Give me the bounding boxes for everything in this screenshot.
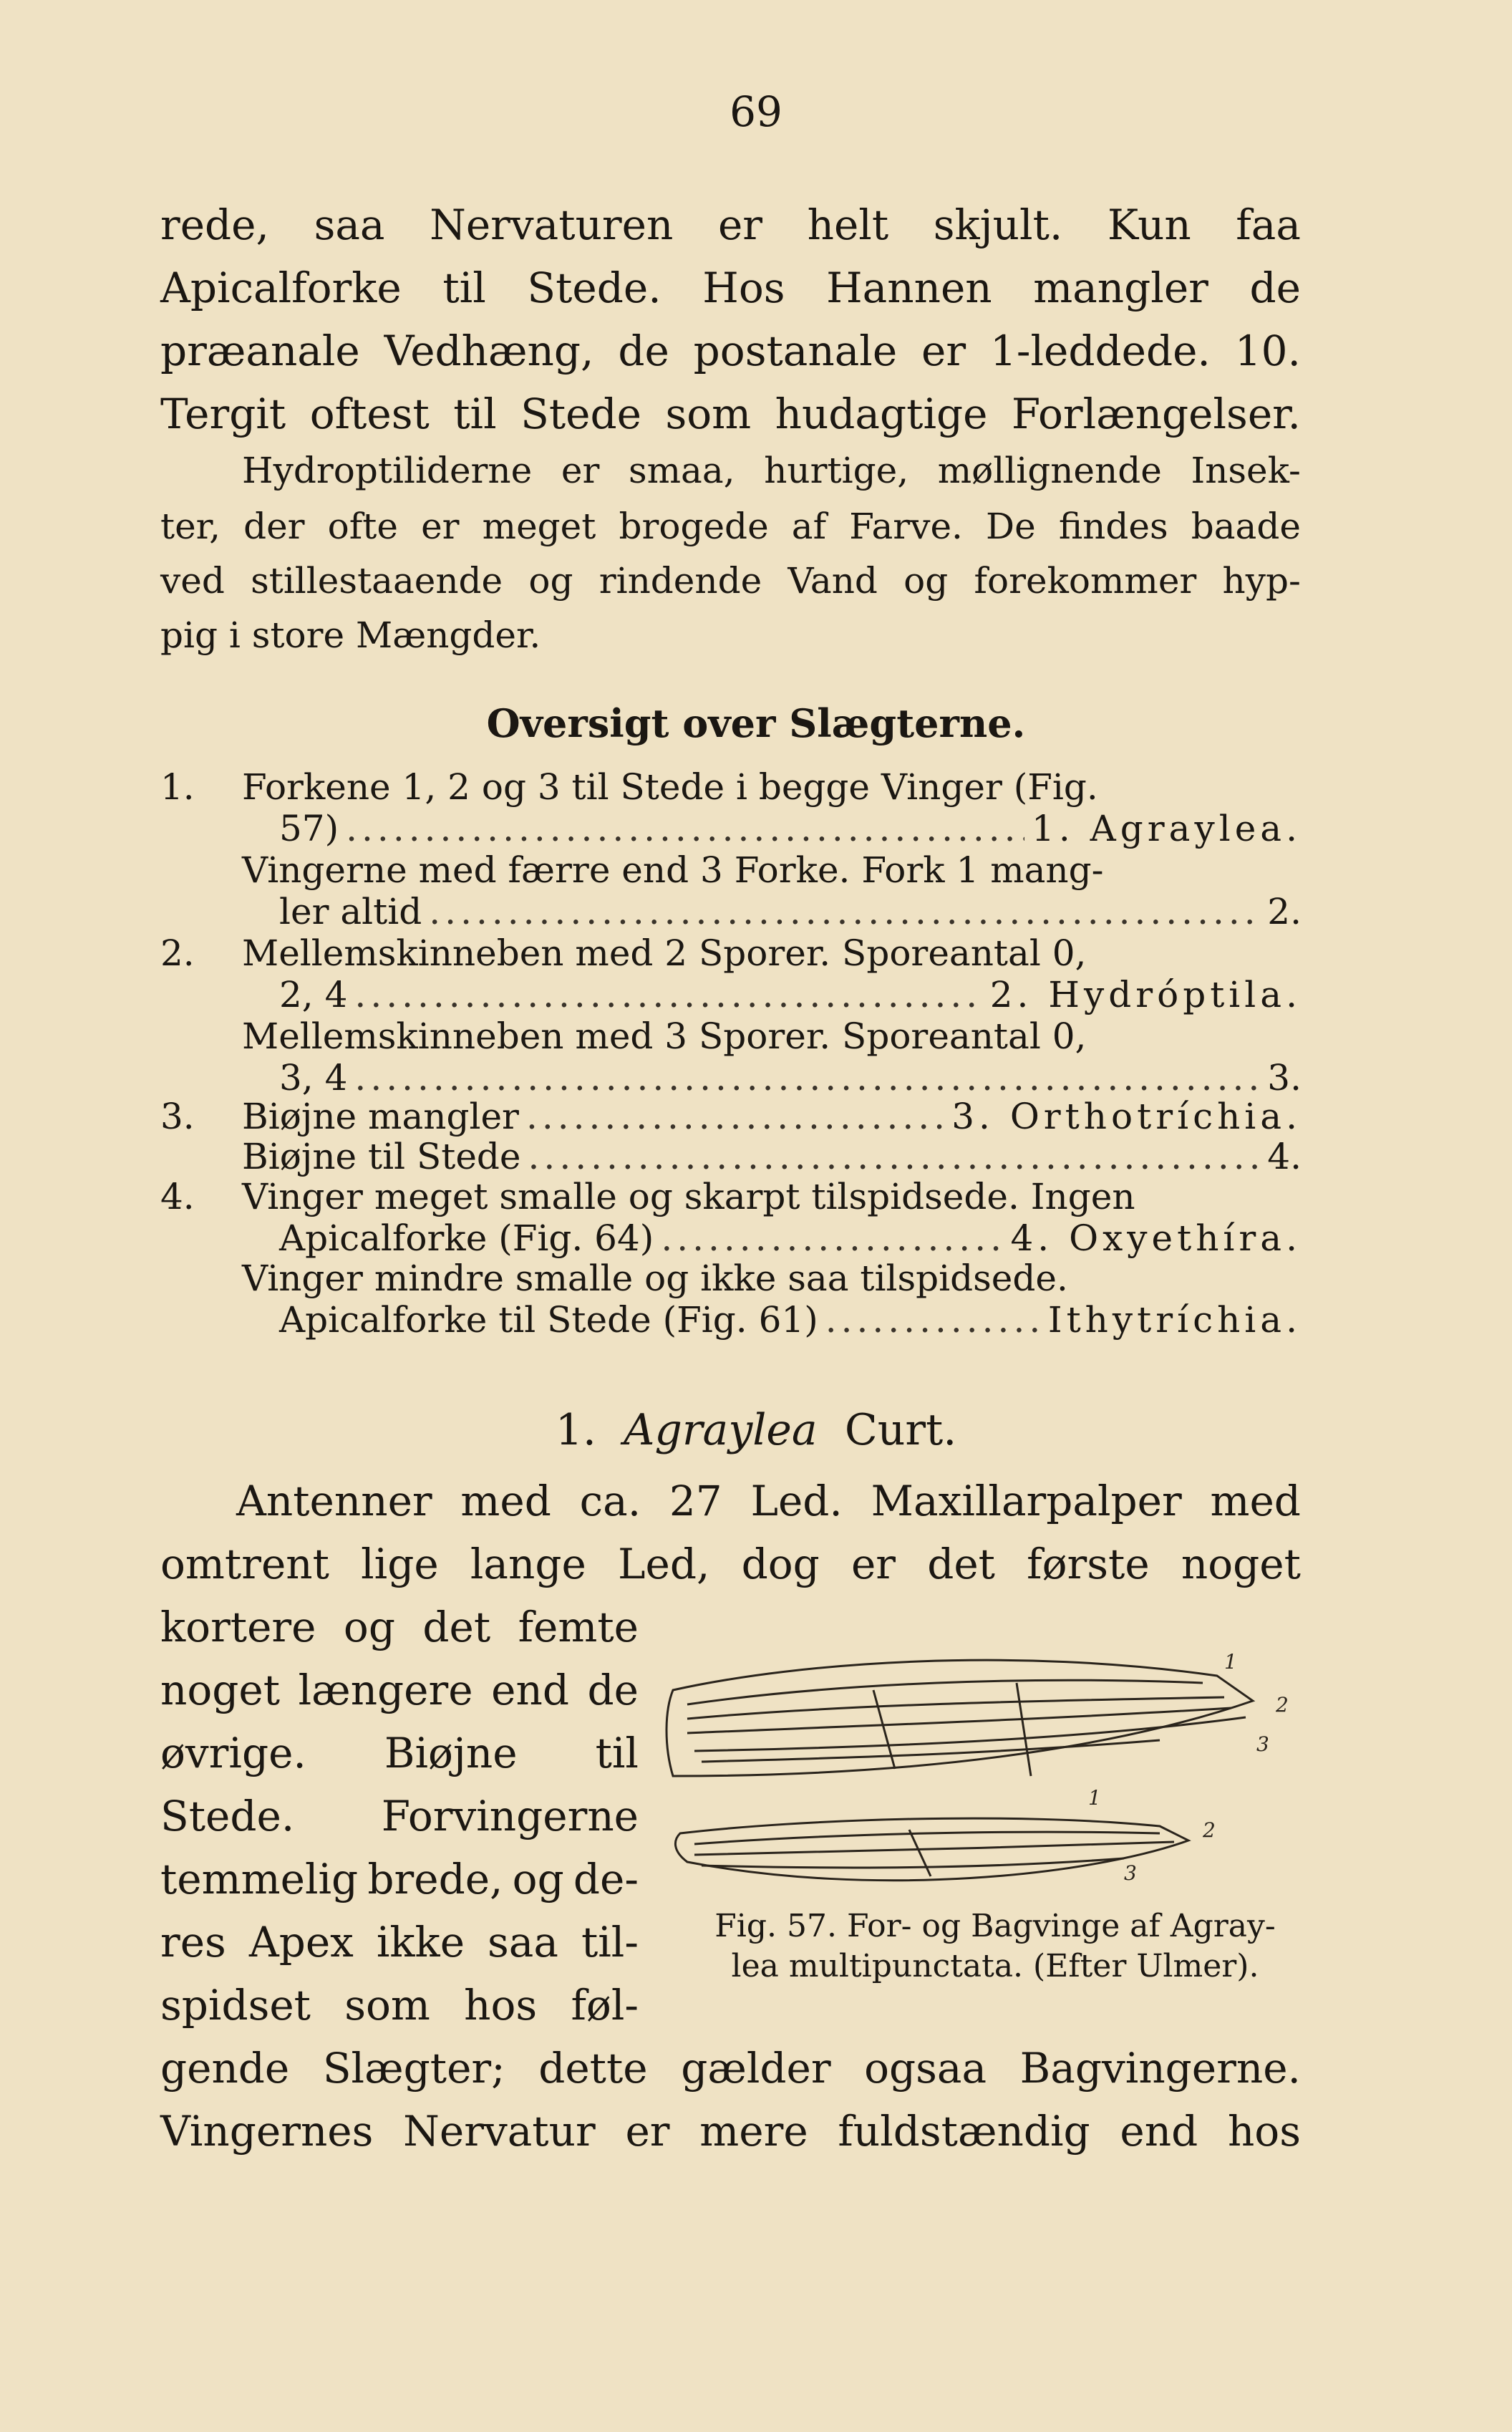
word: med [460,1477,551,1525]
word: og [528,560,573,602]
word: 27 [669,1477,722,1525]
word: Maxillarpalper [871,1477,1182,1525]
word: Slægter; [322,2044,505,2093]
word: postanale [693,327,898,375]
key-line: Forkene 1, 2 og 3 til Stede i begge Vinger (Fig. [242,766,1098,808]
word: res [160,1918,226,1967]
word: oftest [309,390,430,438]
vein-label: 2 [1276,1693,1289,1717]
word: Kun [1107,201,1191,249]
text-line [160,264,1301,312]
word: femte [518,1603,639,1651]
word: Tergit [160,390,286,438]
text-line [160,1666,639,1714]
word: 10. [1234,327,1301,375]
word: Hannen [826,264,992,312]
leader-dots [528,1136,1261,1177]
word: Vand [788,560,878,602]
word: brogede [619,506,769,547]
word: mangler [1033,264,1208,312]
word: hos [1227,2107,1301,2156]
word: Vedhæng, [384,327,594,375]
word: er [850,1540,896,1588]
word: saa [488,1918,558,1967]
text-line [160,2107,1301,2156]
word: som [665,390,752,438]
word: hudagtige [775,390,988,438]
word: meget [482,506,596,547]
word: gælder [681,2044,831,2093]
genus-heading: 1. Agraylea Curt. [555,1405,957,1455]
word: og [343,1603,395,1651]
key-number: 3. [160,1096,195,1137]
word: Antenner [236,1477,432,1525]
text-line [160,506,1301,547]
word: end [491,1666,569,1714]
word: Stede. [160,1792,295,1840]
leader-dots [354,1057,1260,1099]
word: de [618,327,669,375]
key-heading: Oversigt over Slægterne. [486,700,1026,746]
word: end [1120,2107,1198,2156]
word: de- [573,1855,639,1903]
text-line [160,1792,639,1840]
word: hos [464,1981,538,2030]
text-line [242,450,1301,491]
word: første [1027,1540,1150,1588]
word: Farve. [849,506,963,547]
key-line: 3, 4 ..... 3. [279,1057,1302,1099]
word: omtrent [160,1540,329,1588]
word: rede, [160,201,269,249]
word: Stede. [527,264,662,312]
word: noget [1181,1540,1301,1588]
key-line: 57) ..... 1. Agraylea. [279,808,1302,849]
text-line [160,1603,639,1651]
word: lige [361,1540,439,1588]
key-line: ler altid ..... 2. [279,891,1302,932]
word: Vingernes [160,2107,374,2156]
leader-dots [354,974,982,1015]
word: det [927,1540,995,1588]
key-line: Vinger mindre smalle og ikke saa tilspidsede. [242,1258,1068,1299]
word: mere [699,2107,808,2156]
word: helt [807,201,889,249]
word: noget [160,1666,281,1714]
word: er [921,327,966,375]
text-line: pig i store Mængder. [160,614,541,656]
key-line: Biøjne mangler ..... 3. Orthotríchia. [242,1096,1302,1137]
word: Forvingerne [381,1792,639,1840]
word: ofte [327,506,398,547]
word: Nervatur [403,2107,596,2156]
figure-caption: Fig. 57. For- og Bagvinge af Agray- lea multipunctata. (Efter Ulmer). [714,1908,1276,1984]
wing-figure [659,1633,1317,1919]
word: er [717,201,762,249]
word: er [561,450,600,491]
word: Forlængelser. [1011,390,1301,438]
word: og [512,1855,564,1903]
key-line: Apicalforke (Fig. 64) ..... 4. Oxyethíra. [279,1217,1302,1259]
word: lange [470,1540,586,1588]
word: til- [581,1918,639,1967]
word: kortere [160,1603,316,1651]
word: Apex [248,1918,354,1967]
word: dog [741,1540,820,1588]
word: skjult. [933,201,1063,249]
text-line [160,2044,1301,2093]
word: ter, [160,506,220,547]
word: fuldstændig [838,2107,1090,2156]
key-line: Vingerne med færre end 3 Forke. Fork 1 mang- [242,849,1104,891]
leader-dots [346,808,1024,849]
vein-label: 1 [1088,1786,1101,1810]
word: øvrige. [160,1729,306,1777]
vein-label: 3 [1256,1732,1269,1756]
word: af [791,506,827,547]
leader-dots [661,1217,1003,1259]
page-number: 69 [730,87,782,136]
text-line [160,1855,639,1903]
word: dette [538,2044,648,2093]
word: Stede [520,390,641,438]
word: De [986,506,1036,547]
word: præanale [160,327,360,375]
word: til [595,1729,639,1777]
word: stillestaaende [251,560,503,602]
word: med [1210,1477,1301,1525]
text-line [160,1918,639,1967]
vein-label: 3 [1124,1861,1137,1885]
word: ca. [579,1477,641,1525]
key-number: 4. [160,1176,195,1217]
word: brede, [367,1855,503,1903]
key-line: 2, 4 ..... 2. Hydróptila. [279,974,1302,1015]
text-line [160,1729,639,1777]
word: findes [1058,506,1168,547]
key-line: Vinger meget smalle og skarpt tilspidsede. Ingen [242,1176,1135,1217]
word: Biøjne [384,1729,518,1777]
key-line: Apicalforke til Stede (Fig. 61) ..... Ithytríchia. [279,1299,1302,1341]
word: Nervaturen [430,201,674,249]
text-line [160,390,1301,438]
key-number: 1. [160,766,195,808]
leader-dots [429,891,1260,932]
word: 1-leddede. [989,327,1211,375]
word: temmelig [160,1855,359,1903]
word: føl- [571,1981,639,2030]
word: er [625,2107,670,2156]
word: længere [298,1666,473,1714]
word: Led. [750,1477,843,1525]
word: rindende [598,560,762,602]
leader-dots [526,1096,944,1137]
key-line: Mellemskinneben med 3 Sporer. Sporeantal 0, [242,1015,1087,1057]
word: smaa, [628,450,735,491]
word: ikke [376,1918,465,1967]
word: spidset [160,1981,311,2030]
word: Apicalforke [160,264,402,312]
word: ved [160,560,225,602]
text-line [160,560,1301,602]
word: Insek- [1191,450,1301,491]
word: Hos [702,264,785,312]
word: saa [314,201,385,249]
word: gende [160,2044,290,2093]
word: forekommer [974,560,1197,602]
word: Bagvingerne. [1019,2044,1301,2093]
vein-label: 1 [1224,1650,1237,1674]
word: hyp- [1222,560,1301,602]
word: de [587,1666,639,1714]
word: til [453,390,497,438]
word: og [903,560,949,602]
key-number: 2. [160,932,195,974]
word: møllignende [937,450,1162,491]
word: faa [1236,201,1301,249]
word: er [421,506,460,547]
key-line: Mellemskinneben med 2 Sporer. Sporeantal 0, [242,932,1087,974]
word: de [1249,264,1301,312]
word: som [344,1981,430,2030]
word: hurtige, [764,450,909,491]
word: baade [1191,506,1301,547]
word: Led, [618,1540,710,1588]
text-line [160,1981,639,2030]
word: det [422,1603,491,1651]
word: Hydroptiliderne [242,450,533,491]
leader-dots [825,1299,1041,1341]
text-line [236,1477,1301,1525]
vein-label: 2 [1203,1818,1216,1842]
text-line [160,201,1301,249]
text-line [160,327,1301,375]
key-line: Biøjne til Stede ..... 4. [242,1136,1302,1177]
word: ogsaa [864,2044,987,2093]
word: til [442,264,486,312]
text-line [160,1540,1301,1588]
word: der [243,506,305,547]
